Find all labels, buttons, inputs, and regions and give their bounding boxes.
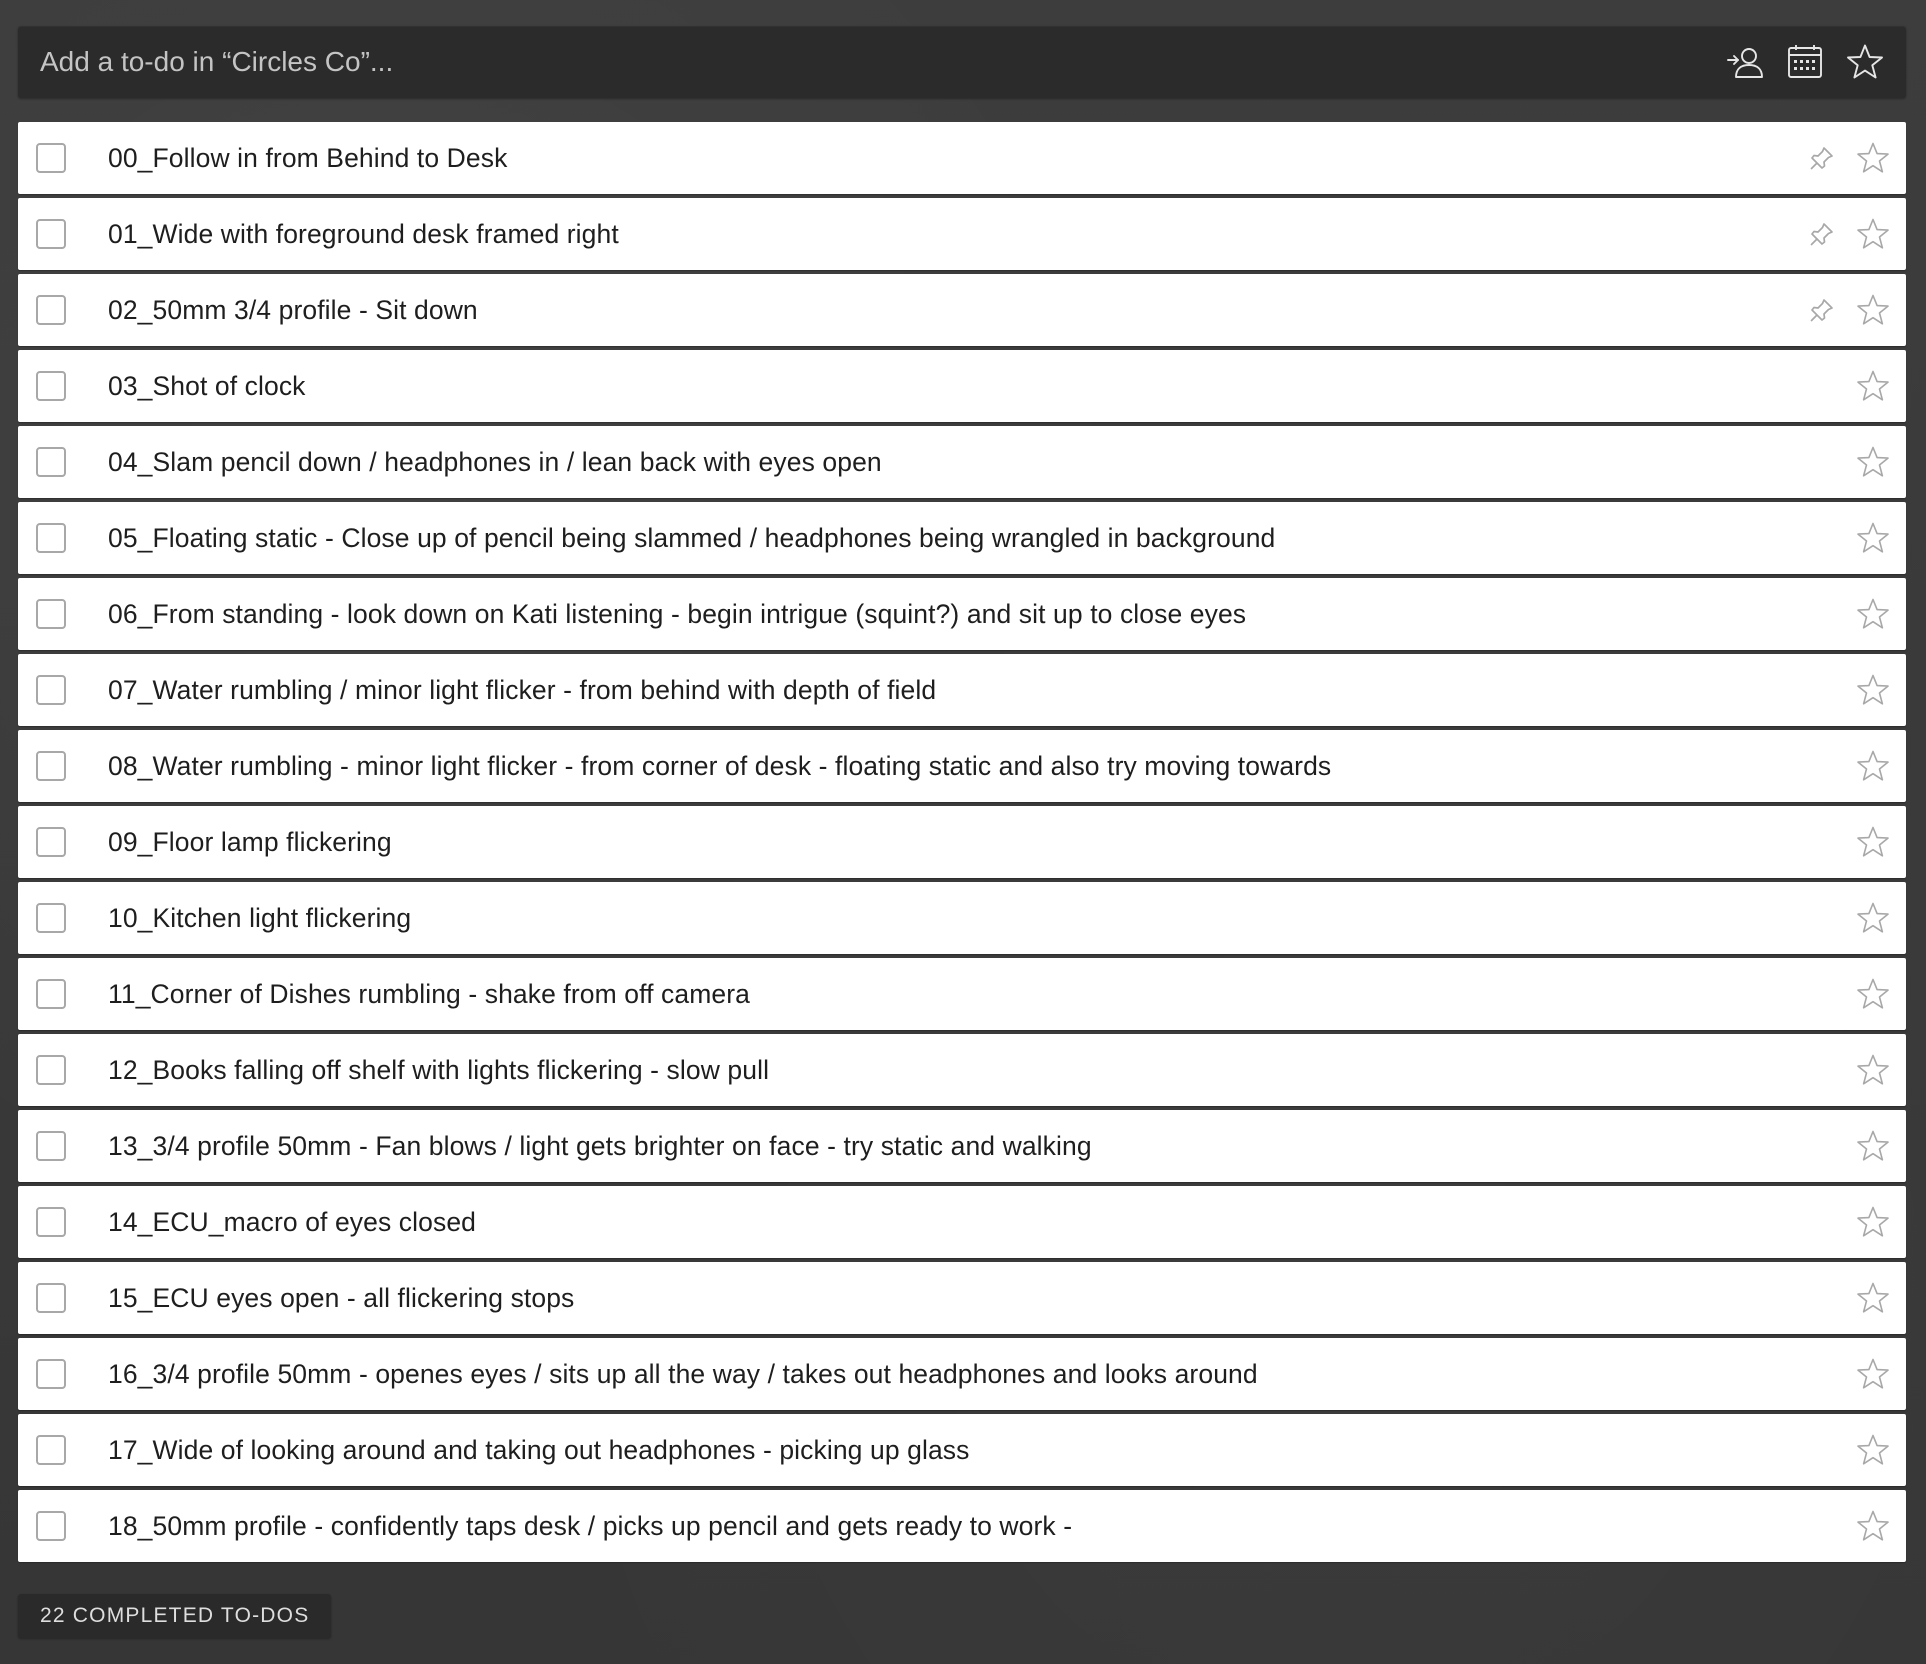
todo-title[interactable]: 12_Books falling off shelf with lights flickering - slow pull: [108, 1054, 770, 1085]
todo-actions: [1808, 1129, 1890, 1163]
todo-row[interactable]: [18, 1262, 1906, 1334]
star-icon[interactable]: [1856, 673, 1890, 707]
todo-row[interactable]: [18, 730, 1906, 802]
add-bar-actions: [1726, 43, 1884, 81]
star-icon[interactable]: [1856, 977, 1890, 1011]
todo-row[interactable]: [18, 426, 1906, 498]
star-icon[interactable]: [1856, 141, 1890, 175]
todo-checkbox[interactable]: [36, 1359, 66, 1389]
star-icon[interactable]: [1856, 749, 1890, 783]
todo-row[interactable]: [18, 122, 1906, 194]
todo-actions: [1808, 141, 1890, 175]
pin-icon[interactable]: [1808, 220, 1836, 248]
todo-checkbox[interactable]: [36, 523, 66, 553]
assign-user-icon[interactable]: [1726, 43, 1764, 81]
todo-row[interactable]: [18, 1338, 1906, 1410]
todo-row[interactable]: [18, 350, 1906, 422]
todo-row[interactable]: [18, 1414, 1906, 1486]
todo-title[interactable]: 06_From standing - look down on Kati listening - begin intrigue (squint?) and sit up to close eyes: [108, 598, 1247, 629]
todo-checkbox[interactable]: [36, 447, 66, 477]
completed-todos-button[interactable]: 22 COMPLETED TO-DOS: [18, 1594, 331, 1638]
todo-actions: [1808, 1281, 1890, 1315]
todo-title[interactable]: 07_Water rumbling / minor light flicker - from behind with depth of field: [108, 674, 937, 705]
star-icon[interactable]: [1856, 293, 1890, 327]
add-todo-bar: [18, 26, 1906, 98]
star-icon[interactable]: [1856, 369, 1890, 403]
todo-title[interactable]: 10_Kitchen light flickering: [108, 902, 412, 933]
todo-row[interactable]: [18, 502, 1906, 574]
todo-title[interactable]: 08_Water rumbling - minor light flicker - from corner of desk - floating static and also try moving towards: [108, 750, 1332, 781]
todo-checkbox[interactable]: [36, 1055, 66, 1085]
todo-actions: [1808, 1433, 1890, 1467]
todo-checkbox[interactable]: [36, 371, 66, 401]
todo-title[interactable]: 03_Shot of clock: [108, 370, 306, 401]
todo-title[interactable]: 02_50mm 3/4 profile - Sit down: [108, 294, 478, 325]
todo-title[interactable]: 11_Corner of Dishes rumbling - shake from off camera: [108, 978, 750, 1009]
todo-actions: [1808, 977, 1890, 1011]
todo-checkbox[interactable]: [36, 1511, 66, 1541]
todo-actions: [1808, 217, 1890, 251]
todo-row[interactable]: [18, 274, 1906, 346]
todo-actions: [1808, 1357, 1890, 1391]
todo-checkbox[interactable]: [36, 903, 66, 933]
add-todo-input[interactable]: [40, 26, 1706, 98]
todo-title[interactable]: 01_Wide with foreground desk framed right: [108, 218, 619, 249]
todo-row[interactable]: [18, 882, 1906, 954]
todo-actions: [1808, 521, 1890, 555]
star-icon[interactable]: [1856, 1129, 1890, 1163]
todo-title[interactable]: 00_Follow in from Behind to Desk: [108, 142, 508, 173]
todo-actions: [1808, 597, 1890, 631]
todo-actions: [1808, 293, 1890, 327]
todo-title[interactable]: 09_Floor lamp flickering: [108, 826, 392, 857]
todo-checkbox[interactable]: [36, 599, 66, 629]
star-icon[interactable]: [1856, 597, 1890, 631]
todo-checkbox[interactable]: [36, 827, 66, 857]
todo-row[interactable]: [18, 806, 1906, 878]
todo-checkbox[interactable]: [36, 219, 66, 249]
todo-actions: [1808, 1509, 1890, 1543]
star-icon[interactable]: [1856, 445, 1890, 479]
star-icon[interactable]: [1856, 901, 1890, 935]
star-icon[interactable]: [1856, 1053, 1890, 1087]
todo-actions: [1808, 445, 1890, 479]
todo-title[interactable]: 18_50mm profile - confidently taps desk / picks up pencil and gets ready to work -: [108, 1510, 1073, 1541]
calendar-icon[interactable]: [1786, 43, 1824, 81]
todo-checkbox[interactable]: [36, 1283, 66, 1313]
star-icon[interactable]: [1856, 1509, 1890, 1543]
todo-actions: [1808, 1205, 1890, 1239]
star-icon[interactable]: [1856, 1357, 1890, 1391]
todo-actions: [1808, 825, 1890, 859]
todo-row[interactable]: [18, 1034, 1906, 1106]
todo-list: [18, 122, 1906, 1566]
todo-actions: [1808, 369, 1890, 403]
todo-actions: [1808, 1053, 1890, 1087]
star-icon[interactable]: [1856, 825, 1890, 859]
todo-checkbox[interactable]: [36, 1207, 66, 1237]
todo-title[interactable]: 05_Floating static - Close up of pencil being slammed / headphones being wrangled in background: [108, 522, 1276, 553]
todo-row[interactable]: [18, 198, 1906, 270]
todo-row[interactable]: [18, 578, 1906, 650]
todo-row[interactable]: [18, 1110, 1906, 1182]
todo-row[interactable]: [18, 1490, 1906, 1562]
todo-checkbox[interactable]: [36, 1435, 66, 1465]
todo-title[interactable]: 14_ECU_macro of eyes closed: [108, 1206, 476, 1237]
todo-row[interactable]: [18, 654, 1906, 726]
todo-checkbox[interactable]: [36, 1131, 66, 1161]
todo-title[interactable]: 17_Wide of looking around and taking out headphones - picking up glass: [108, 1434, 970, 1465]
todo-title[interactable]: 13_3/4 profile 50mm - Fan blows / light gets brighter on face - try static and walking: [108, 1130, 1092, 1161]
todo-row[interactable]: [18, 1186, 1906, 1258]
todo-row[interactable]: [18, 958, 1906, 1030]
todo-checkbox[interactable]: [36, 143, 66, 173]
todo-checkbox[interactable]: [36, 295, 66, 325]
todo-title[interactable]: 16_3/4 profile 50mm - openes eyes / sits up all the way / takes out headphones and looks around: [108, 1358, 1258, 1389]
star-icon[interactable]: [1846, 43, 1884, 81]
star-icon[interactable]: [1856, 1281, 1890, 1315]
star-icon[interactable]: [1856, 1433, 1890, 1467]
todo-checkbox[interactable]: [36, 675, 66, 705]
todo-actions: [1808, 749, 1890, 783]
todo-checkbox[interactable]: [36, 751, 66, 781]
pin-icon[interactable]: [1808, 296, 1836, 324]
star-icon[interactable]: [1856, 521, 1890, 555]
todo-actions: [1808, 673, 1890, 707]
todo-checkbox[interactable]: [36, 979, 66, 1009]
star-icon[interactable]: [1856, 217, 1890, 251]
star-icon[interactable]: [1856, 1205, 1890, 1239]
todo-actions: [1808, 901, 1890, 935]
pin-icon[interactable]: [1808, 144, 1836, 172]
todo-title[interactable]: 15_ECU eyes open - all flickering stops: [108, 1282, 575, 1313]
todo-title[interactable]: 04_Slam pencil down / headphones in / lean back with eyes open: [108, 446, 882, 477]
